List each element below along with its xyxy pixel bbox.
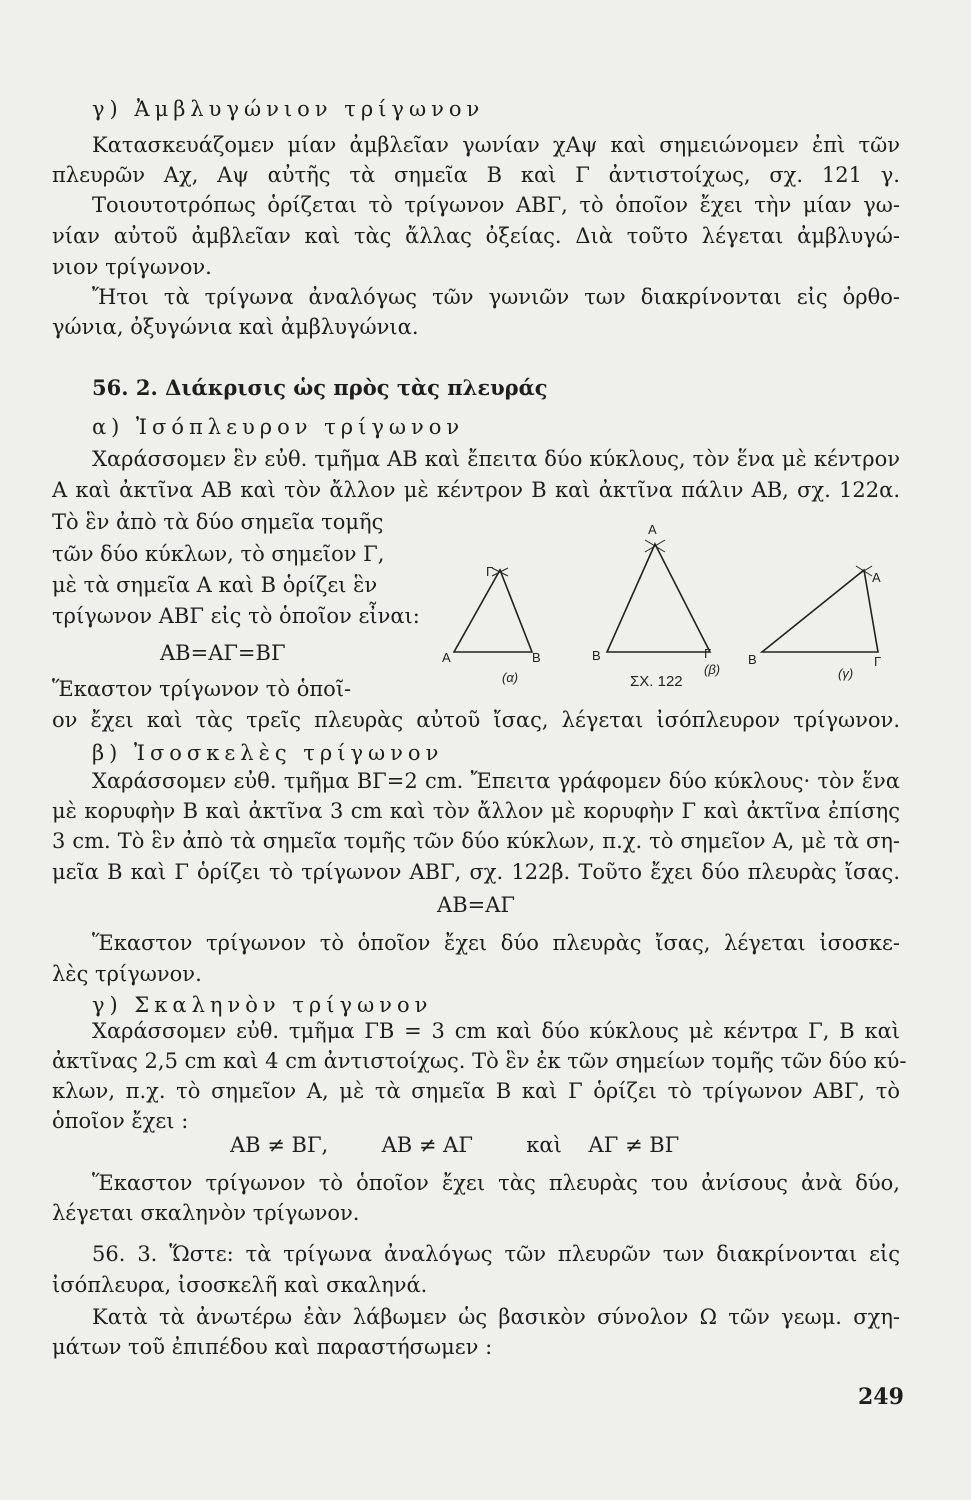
svg-text:Α: Α bbox=[648, 522, 657, 537]
text-line: πλευρῶν Αχ, Αψ αὐτῆς τὰ σημεῖα Β καὶ Γ ἀντιστοίχως, σχ. 121 γ. bbox=[52, 163, 900, 187]
text-line: νίαν αὐτοῦ ἀμβλεῖαν καὶ τὰς ἄλλας ὀξείας. Διὰ τοῦτο λέγεται ἀμβλυγώ- bbox=[52, 224, 900, 248]
text-line: κλων, π.χ. τὸ σημεῖον Α, μὲ τὰ σημεῖα Β καὶ Γ ὁρίζει τὸ τρίγωνον ΑΒΓ, τὸ bbox=[52, 1079, 900, 1103]
svg-text:Β: Β bbox=[592, 648, 601, 663]
text-line: Ἤτοι τὰ τρίγωνα ἀναλόγως τῶν γωνιῶν των διακρίνονται εἰς ὀρθο- bbox=[92, 285, 900, 309]
text-line: Χαράσσομεν ἓν εὐθ. τμῆμα ΑΒ καὶ ἔπειτα δύο κύκλους, τὸν ἕνα μὲ κέντρον bbox=[92, 447, 900, 471]
svg-text:(β): (β) bbox=[704, 662, 721, 677]
section-heading-56-2: 56. 2. Διάκρισις ὡς πρὸς τὰς πλευράς bbox=[92, 375, 548, 400]
svg-text:Α: Α bbox=[442, 650, 451, 665]
text-line: λέγεται σκαληνὸν τρίγωνον. bbox=[52, 1201, 360, 1225]
text-line: ον ἔχει καὶ τὰς τρεῖς πλευρὰς αὐτοῦ ἴσας, λέγεται ἰσόπλευρον τρίγωνον. bbox=[52, 708, 900, 732]
text-line: Χαράσσομεν εὐθ. τμῆμα ΓΒ = 3 cm καὶ δύο κύκλους μὲ κέντρα Γ, Β καὶ bbox=[92, 1019, 900, 1043]
svg-text:(γ): (γ) bbox=[838, 666, 854, 681]
svg-text:Γ: Γ bbox=[704, 646, 712, 661]
text-line: Χαράσσομεν εὐθ. τμῆμα ΒΓ=2 cm. Ἔπειτα γράφομεν δύο κύκλους· τὸν ἕνα bbox=[92, 769, 900, 793]
triangle-equilateral bbox=[442, 564, 541, 685]
text-line: Κατασκευάζομεν μίαν ἀμβλεῖαν γωνίαν χΑψ καὶ σημειώνομεν ἐπὶ τῶν bbox=[92, 133, 900, 157]
formula-equilateral: ΑΒ=ΑΓ=ΒΓ bbox=[160, 641, 286, 665]
triangle-scalene bbox=[748, 566, 881, 681]
svg-text:(α): (α) bbox=[502, 670, 519, 685]
formula-scalene: ΑΒ ≠ ΒΓ, ΑΒ ≠ ΑΓ καὶ ΑΓ ≠ ΒΓ bbox=[230, 1133, 680, 1157]
subheading-isosceles: β) Ἰσοσκελὲς τρίγωνον bbox=[92, 741, 444, 765]
triangle-isosceles bbox=[592, 522, 720, 677]
text-line: Ἕκαστον τρίγωνον τὸ ὁποῖ- bbox=[52, 677, 352, 701]
subheading-obtuse: γ) Ἀμβλυγώνιον τρίγωνον bbox=[92, 97, 485, 121]
text-line: 3 cm. Τὸ ἓν ἀπὸ τὰ σημεῖα τομῆς τῶν δύο κύκλων, π.χ. τὸ σημεῖον Α, μὲ τὰ ση- bbox=[52, 829, 900, 853]
subheading-equilateral: α) Ἰσόπλευρον τρίγωνον bbox=[92, 415, 465, 439]
text-line: μεῖα Β καὶ Γ ὁρίζει τὸ τρίγωνον ΑΒΓ, σχ. 122β. Τοῦτο ἔχει δύο πλευρὰς ἴσας. bbox=[52, 860, 900, 884]
text-line: μὲ τὰ σημεῖα Α καὶ Β ὁρίζει ἓν bbox=[52, 573, 378, 597]
text-line: ὁποῖον ἔχει : bbox=[52, 1109, 189, 1133]
text-line: νιον τρίγωνον. bbox=[52, 255, 212, 279]
text-line: Ἕκαστον τρίγωνον τὸ ὁποῖον ἔχει δύο πλευρὰς ἴσας, λέγεται ἰσοσκε- bbox=[92, 931, 900, 955]
text-line: Κατὰ τὰ ἀνωτέρω ἐὰν λάβωμεν ὡς βασικὸν σύνολον Ω τῶν γεωμ. σχη- bbox=[92, 1305, 900, 1329]
page-number: 249 bbox=[858, 1384, 904, 1410]
text-line: Α καὶ ἀκτῖνα ΑΒ καὶ τὸν ἄλλον μὲ κέντρον Β καὶ ἀκτῖνα πάλιν ΑΒ, σχ. 122α. bbox=[52, 478, 900, 502]
section-56-3: 56. 3. Ὥστε: τὰ τρίγωνα ἀναλόγως τῶν πλευρῶν των διακρίνονται εἰς bbox=[92, 1242, 900, 1266]
text-line: Τὸ ἓν ἀπὸ τὰ δύο σημεῖα τομῆς bbox=[52, 510, 384, 534]
text-line: γώνια, ὀξυγώνια καὶ ἀμβλυγώνια. bbox=[52, 315, 419, 339]
svg-text:Β: Β bbox=[748, 652, 757, 667]
text-line: μάτων τοῦ ἐπιπέδου καὶ παραστήσωμεν : bbox=[52, 1335, 493, 1359]
subheading-scalene: γ) Σκαληνὸν τρίγωνον bbox=[92, 993, 433, 1017]
text-line: Ἕκαστον τρίγωνον τὸ ὁποῖον ἔχει τὰς πλευρὰς του ἀνίσους ἀνὰ δύο, bbox=[92, 1171, 900, 1195]
text-line: τῶν δύο κύκλων, τὸ σημεῖον Γ, bbox=[52, 542, 385, 566]
text-line: μὲ κορυφὴν Β καὶ ἀκτῖνα 3 cm καὶ τὸν ἄλλον μὲ κορυφὴν Γ καὶ ἀκτῖνα ἐπίσης bbox=[52, 799, 900, 823]
figure-122 bbox=[440, 520, 900, 700]
formula-isosceles: ΑΒ=ΑΓ bbox=[437, 893, 515, 917]
text-line: Τοιουτοτρόπως ὁρίζεται τὸ τρίγωνον ΑΒΓ, τὸ ὁποῖον ἔχει τὴν μίαν γω- bbox=[92, 193, 900, 217]
svg-text:Γ: Γ bbox=[486, 564, 494, 579]
svg-text:Α: Α bbox=[872, 570, 881, 585]
text-line: τρίγωνον ΑΒΓ εἰς τὸ ὁποῖον εἶναι: bbox=[52, 604, 420, 628]
text-line: λὲς τρίγωνον. bbox=[52, 962, 202, 986]
svg-text:Γ: Γ bbox=[874, 654, 882, 669]
text-line: ἰσόπλευρα, ἰσοσκελῆ καὶ σκαληνά. bbox=[52, 1273, 428, 1297]
text-line: ἀκτῖνας 2,5 cm καὶ 4 cm ἀντιστοίχως. Τὸ ἓν ἐκ τῶν σημείων τομῆς τῶν δύο κύ- bbox=[52, 1049, 907, 1073]
svg-text:Β: Β bbox=[532, 650, 541, 665]
figure-caption: ΣΧ. 122 bbox=[630, 673, 683, 690]
